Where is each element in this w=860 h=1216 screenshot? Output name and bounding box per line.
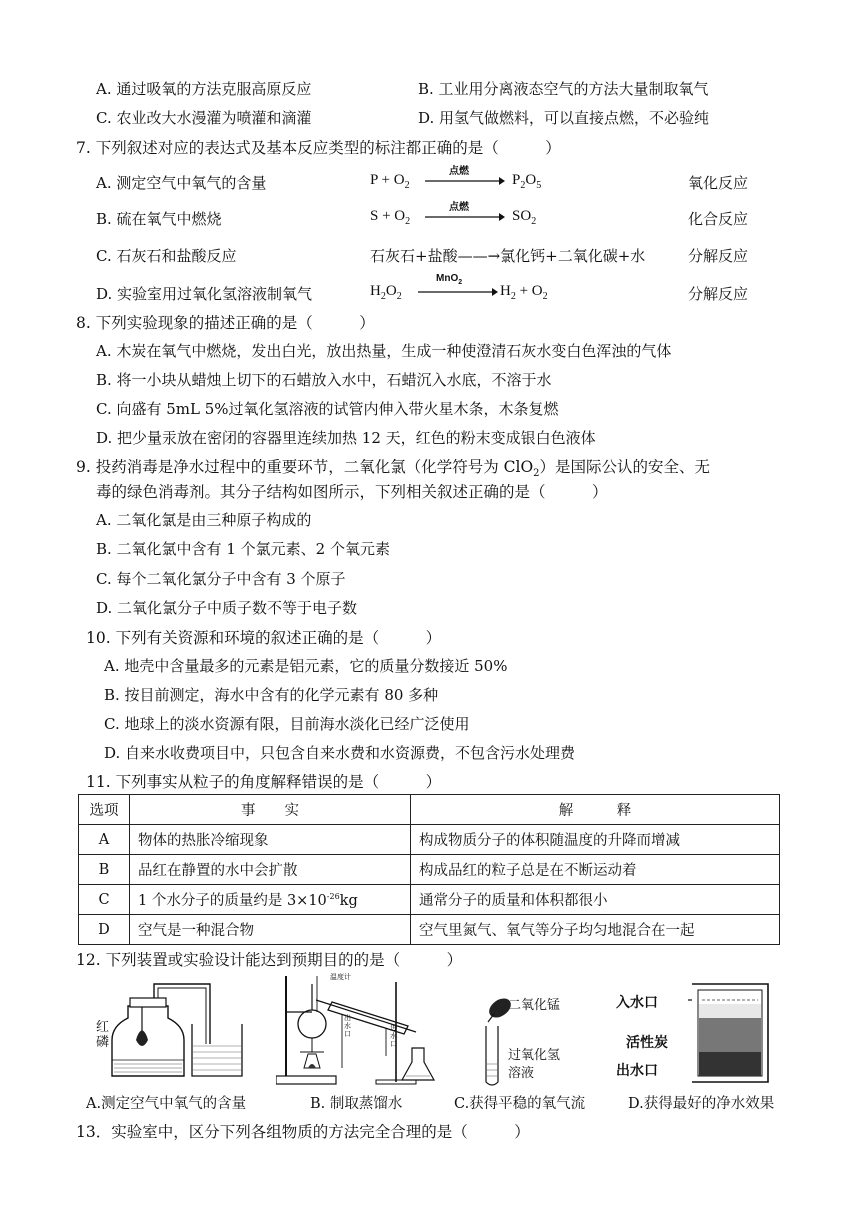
figure-d-caption: D.获得最好的净水效果	[628, 1096, 775, 1112]
figure-b-thermometer-label: 温度计	[330, 973, 351, 981]
q7-option-c-label: C. 石灰石和盐酸反应	[96, 247, 237, 265]
q7-option-b-label: B. 硫在氧气中燃烧	[96, 210, 222, 228]
q7-option-b-equation: $S + O_2$	[370, 208, 411, 227]
q8-option-d: D. 把少量汞放在密闭的容器里连续加热 12 天，红色的粉末变成银白色液体	[96, 429, 596, 447]
table-cell-fact: 1 个水分子的质量约是 $3\times 10^{-26}kg$	[130, 885, 411, 915]
figure-a-label: 红磷	[96, 1020, 110, 1050]
q7-d-product: $H_2 + O_2$	[500, 283, 548, 302]
table-row	[79, 885, 780, 915]
table-cell-explain: 通常分子的质量和体积都很小	[411, 885, 780, 915]
table-cell-explain: 构成品红的粒子总是在不断运动着	[411, 855, 780, 885]
q9-option-b: B. 二氧化氯中含有 1 个氯元素、2 个氧元素	[96, 540, 390, 558]
figure-c-caption: C.获得平稳的氧气流	[454, 1096, 586, 1112]
table-cell-fact: 品红在静置的水中会扩散	[130, 855, 411, 885]
q9-option-a: A. 二氧化氯是由三种原子构成的	[96, 511, 312, 529]
table-row	[79, 915, 780, 945]
table-cell-fact: 空气是一种混合物	[130, 915, 411, 945]
table-header-cell: 选项	[79, 795, 130, 825]
q7-a-condition: 点燃	[449, 166, 469, 177]
reaction-arrow-icon	[418, 287, 498, 297]
q7-c-type: 分解反应	[688, 247, 749, 265]
q7-option-a-equation: $P + O_2$	[370, 172, 410, 191]
table-header-cell: 事 实	[130, 795, 411, 825]
q7-d-type: 分解反应	[688, 285, 749, 303]
table-header-row	[79, 795, 780, 825]
q6-option-d: D. 用氢气做燃料，可以直接点燃，不必验纯	[418, 109, 710, 127]
figure-d-water-filter	[688, 974, 778, 1088]
q10-option-c: C. 地球上的淡水资源有限，目前海水淡化已经广泛使用	[104, 715, 470, 733]
table-cell-option: D	[79, 915, 130, 945]
figure-a-caption: A.测定空气中氧气的含量	[86, 1096, 247, 1112]
q7-b-product: $SO_2$	[512, 208, 537, 227]
q8-stem: 8. 下列实验现象的描述正确的是（ ）	[76, 314, 375, 332]
figure-c-label-h2o2: 过氧化氢	[508, 1048, 561, 1063]
table-cell-option: A	[79, 825, 130, 855]
q10-option-d: D. 自来水收费项目中，只包含自来水费和水资源费，不包含污水处理费	[104, 744, 576, 762]
q6-option-c: C. 农业改大水漫灌为喷灌和滴灌	[96, 109, 312, 127]
figure-b-outlet-label: 出水口	[344, 1014, 351, 1038]
q7-option-d-equation: $H_2O_2$	[370, 283, 402, 302]
table-cell-explain: 构成物质分子的体积随温度的升降而增减	[411, 825, 780, 855]
table-cell-option: C	[79, 885, 130, 915]
q6-option-a: A. 通过吸氧的方法克服高原反应	[96, 80, 312, 98]
figure-b-distillation-apparatus	[276, 972, 452, 1088]
q10-stem: 10. 下列有关资源和环境的叙述正确的是（ ）	[86, 629, 442, 647]
q7-option-a-label: A. 测定空气中氧气的含量	[96, 174, 267, 192]
q7-a-type: 氧化反应	[688, 174, 749, 192]
q7-d-condition: MnO$_2$	[436, 273, 463, 286]
q8-option-a: A. 木炭在氧气中燃烧，发出白光，放出热量，生成一种使澄清石灰水变白色浑浊的气体	[96, 342, 672, 360]
reaction-arrow-icon	[425, 176, 505, 186]
q13-stem: 13．实验室中，区分下列各组物质的方法完全合理的是（ ）	[76, 1123, 530, 1141]
figure-d-inlet-label: 入水口	[616, 995, 658, 1011]
figure-d-carbon-label: 活性炭	[626, 1035, 668, 1051]
q9-option-d: D. 二氧化氯分子中质子数不等于电子数	[96, 599, 358, 617]
figure-c-label-solution: 溶液	[508, 1066, 535, 1081]
q9-option-c: C. 每个二氧化氯分子中含有 3 个原子	[96, 570, 346, 588]
q11-stem: 11. 下列事实从粒子的角度解释错误的是（ ）	[86, 773, 442, 791]
reaction-arrow-icon	[425, 212, 505, 222]
q10-option-b: B. 按目前测定，海水中含有的化学元素有 80 多种	[104, 686, 439, 704]
q8-option-b: B. 将一小块从蜡烛上切下的石蜡放入水中，石蜡沉入水底，不溶于水	[96, 371, 552, 389]
figure-d-outlet-label: 出水口	[616, 1063, 658, 1079]
q10-option-a: A. 地壳中含量最多的元素是铝元素，它的质量分数接近 50%	[104, 657, 508, 675]
q11-table	[78, 794, 780, 945]
q6-option-b: B. 工业用分离液态空气的方法大量制取氧气	[418, 80, 709, 98]
q7-c-equation: 石灰石+盐酸——→氯化钙+二氧化碳+水	[370, 247, 646, 265]
table-row	[79, 825, 780, 855]
table-cell-explain: 空气里氮气、氧气等分子均匀地混合在一起	[411, 915, 780, 945]
table-row	[79, 855, 780, 885]
q9-stem-line2: 毒的绿色消毒剂。其分子结构如图所示，下列相关叙述正确的是（ ）	[96, 483, 608, 501]
q7-b-condition: 点燃	[449, 202, 469, 213]
table-cell-fact: 物体的热胀冷缩现象	[130, 825, 411, 855]
q9-stem-line1: 9. 投药消毒是净水过程中的重要环节，二氧化氯（化学符号为 ClO$_2$）是国际公认的安全、无	[76, 458, 711, 480]
figure-b-caption: B. 制取蒸馏水	[310, 1096, 403, 1112]
figure-c-label-mno2: 二氧化锰	[508, 998, 561, 1013]
q12-stem: 12. 下列装置或实验设计能达到预期目的的是（ ）	[76, 951, 463, 969]
figure-a-phosphorus-apparatus	[92, 976, 262, 1088]
q7-b-type: 化合反应	[688, 210, 749, 228]
q7-option-d-label: D. 实验室用过氧化氢溶液制氧气	[96, 285, 313, 303]
table-header-cell: 解 释	[411, 795, 780, 825]
q7-a-product: $P_2O_5$	[512, 172, 542, 191]
q7-stem: 7. 下列叙述对应的表达式及基本反应类型的标注都正确的是（ ）	[76, 139, 561, 157]
q8-option-c: C. 向盛有 5mL 5%过氧化氢溶液的试管内伸入带火星木条，木条复燃	[96, 400, 559, 418]
figure-b-inlet-label: 进水口	[390, 1024, 397, 1048]
table-cell-option: B	[79, 855, 130, 885]
